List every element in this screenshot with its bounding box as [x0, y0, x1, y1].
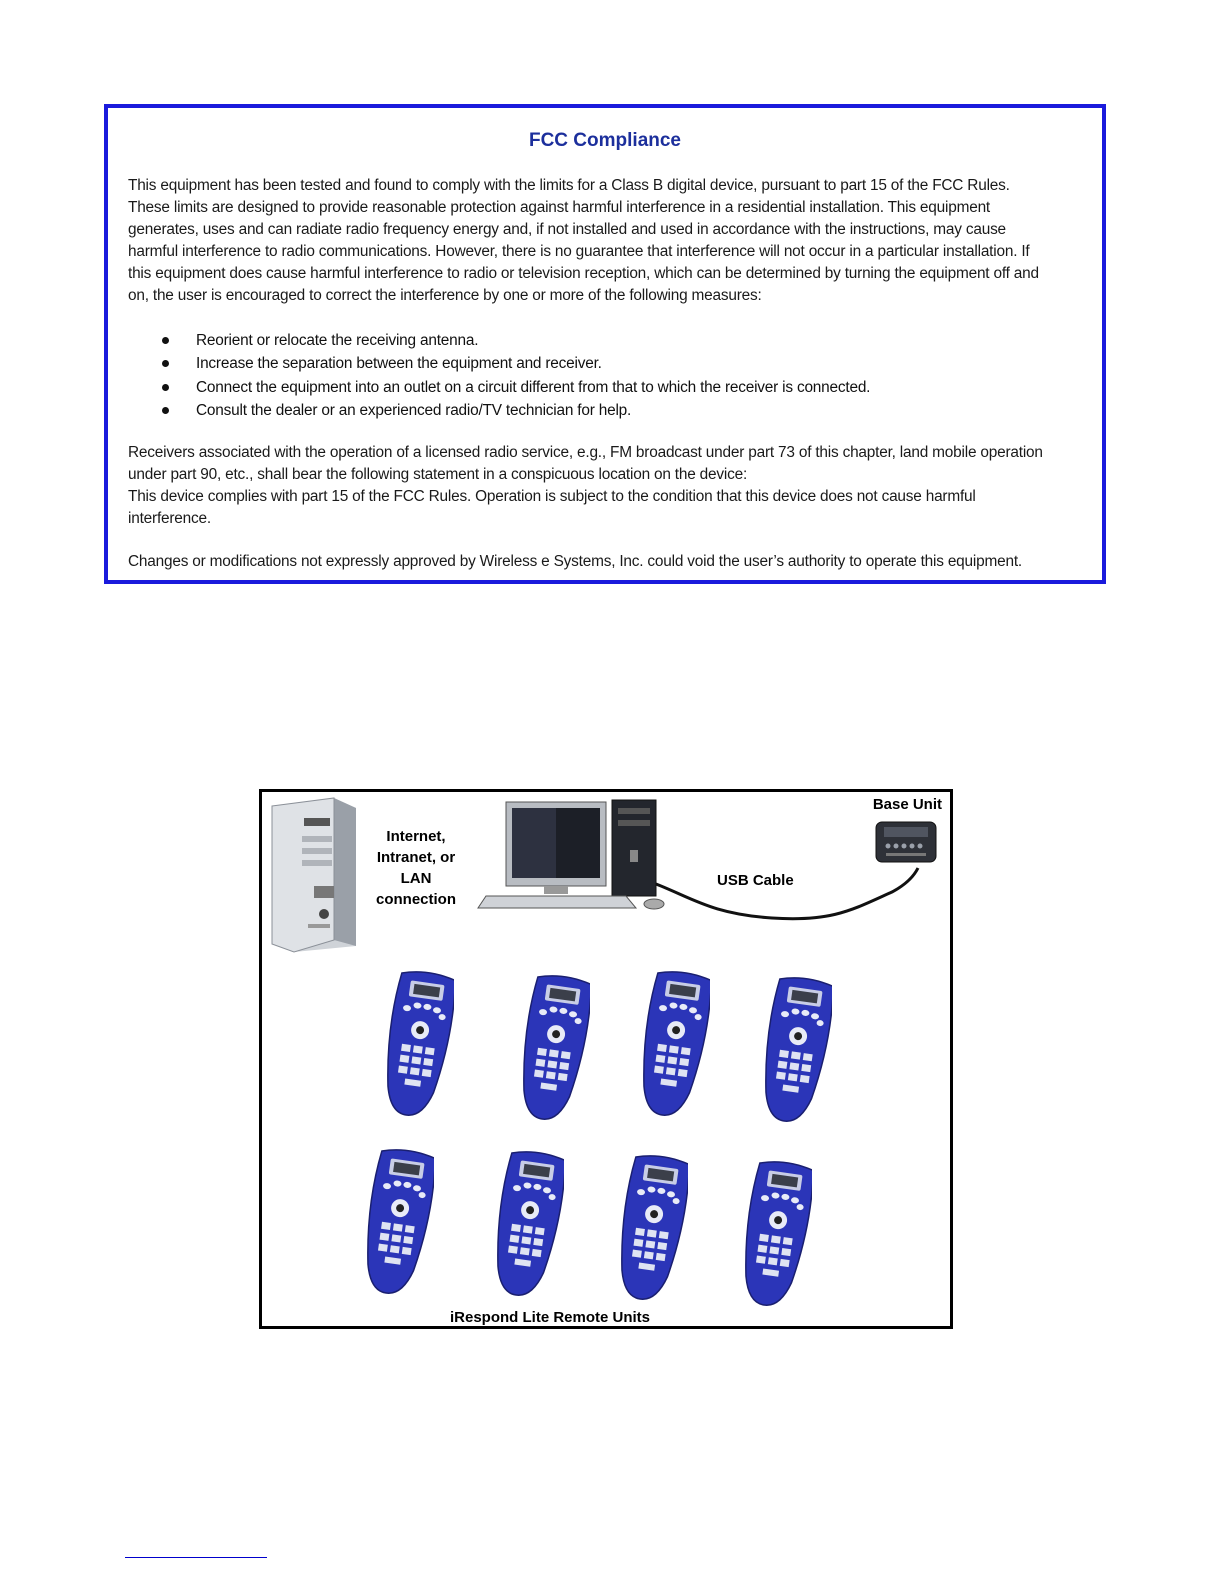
network-connection-label [368, 826, 464, 910]
fcc-p1-line: this equipment does cause harmful interference to radio or television reception, which can be determined by turning the equipment off and [128, 265, 1039, 282]
fcc-p3-line: This device complies with part 15 of the FCC Rules. Operation is subject to the condition that this device does not cause harmful [128, 488, 976, 505]
network-label-line: Intranet, or [376, 849, 456, 866]
desktop-computer-icon [476, 798, 676, 918]
remote-unit-icon [492, 1150, 564, 1300]
measure-text: Increase the separation between the equipment and receiver. [196, 355, 602, 373]
bullet-icon [162, 384, 169, 391]
network-label-line: Internet, [386, 828, 446, 845]
fcc-p1-line: generates, uses and can radiate radio frequency energy and, if not installed and used in accordance with the instructions, may cause [128, 221, 1006, 238]
list-item [162, 376, 870, 399]
fcc-p1-line: harmful interference to radio communications. However, there is no guarantee that interference will not occur in a particular installation. If [128, 243, 1030, 260]
bullet-icon [162, 407, 169, 414]
fcc-measures-list [162, 329, 870, 423]
remote-unit-icon [362, 1148, 434, 1298]
fcc-paragraph-2 [128, 442, 1088, 486]
server-tower-icon [264, 796, 364, 954]
remote-unit-icon [616, 1154, 688, 1304]
base-unit-label: Base Unit [872, 796, 942, 813]
fcc-paragraph-1 [128, 175, 1088, 307]
usb-cable-label: USB Cable [717, 872, 794, 889]
fcc-title: FCC Compliance [528, 130, 682, 151]
base-unit-icon [874, 820, 938, 864]
fcc-paragraph-3 [128, 486, 1088, 530]
network-label-line: LAN [400, 870, 432, 887]
network-label-line: connection [375, 891, 456, 908]
measure-text: Consult the dealer or an experienced radio/TV technician for help. [196, 402, 632, 420]
fcc-paragraph-4: Changes or modifications not expressly approved by Wireless e Systems, Inc. could void the user’s authority to operate this equipment. [128, 553, 1022, 570]
footnote-divider [125, 1557, 267, 1558]
fcc-p2-line: under part 90, etc., shall bear the following statement in a conspicuous location on the device: [128, 466, 748, 483]
measure-text: Reorient or relocate the receiving antenna. [196, 332, 479, 349]
system-diagram [259, 789, 953, 1329]
remote-unit-icon [760, 976, 832, 1126]
remote-unit-icon [638, 970, 710, 1120]
list-item [162, 352, 870, 375]
fcc-p1-line: on, the user is encouraged to correct the interference by one or more of the following measures: [128, 287, 762, 304]
fcc-p3-line: interference. [128, 510, 211, 527]
remote-unit-icon [382, 970, 454, 1120]
remote-unit-icon [740, 1160, 812, 1310]
fcc-compliance-box [104, 104, 1106, 584]
measure-text: Connect the equipment into an outlet on a circuit different from that to which the receiver is connected. [196, 378, 871, 396]
fcc-p2-line: Receivers associated with the operation of a licensed radio service, e.g., FM broadcast under part 73 of this chapter, land mobile operation [128, 444, 1043, 461]
list-item [162, 399, 870, 422]
fcc-p1-line: These limits are designed to provide reasonable protection against harmful interference in a residential installation. This equipment [128, 199, 990, 216]
remote-unit-icon [518, 974, 590, 1124]
fcc-p1-line: This equipment has been tested and found to comply with the limits for a Class B digital device, pursuant to part 15 of the FCC Rules. [128, 177, 1010, 194]
remote-units-label: iRespond Lite Remote Units [450, 1309, 651, 1326]
bullet-icon [162, 360, 169, 367]
bullet-icon [162, 337, 169, 344]
list-item [162, 329, 870, 352]
